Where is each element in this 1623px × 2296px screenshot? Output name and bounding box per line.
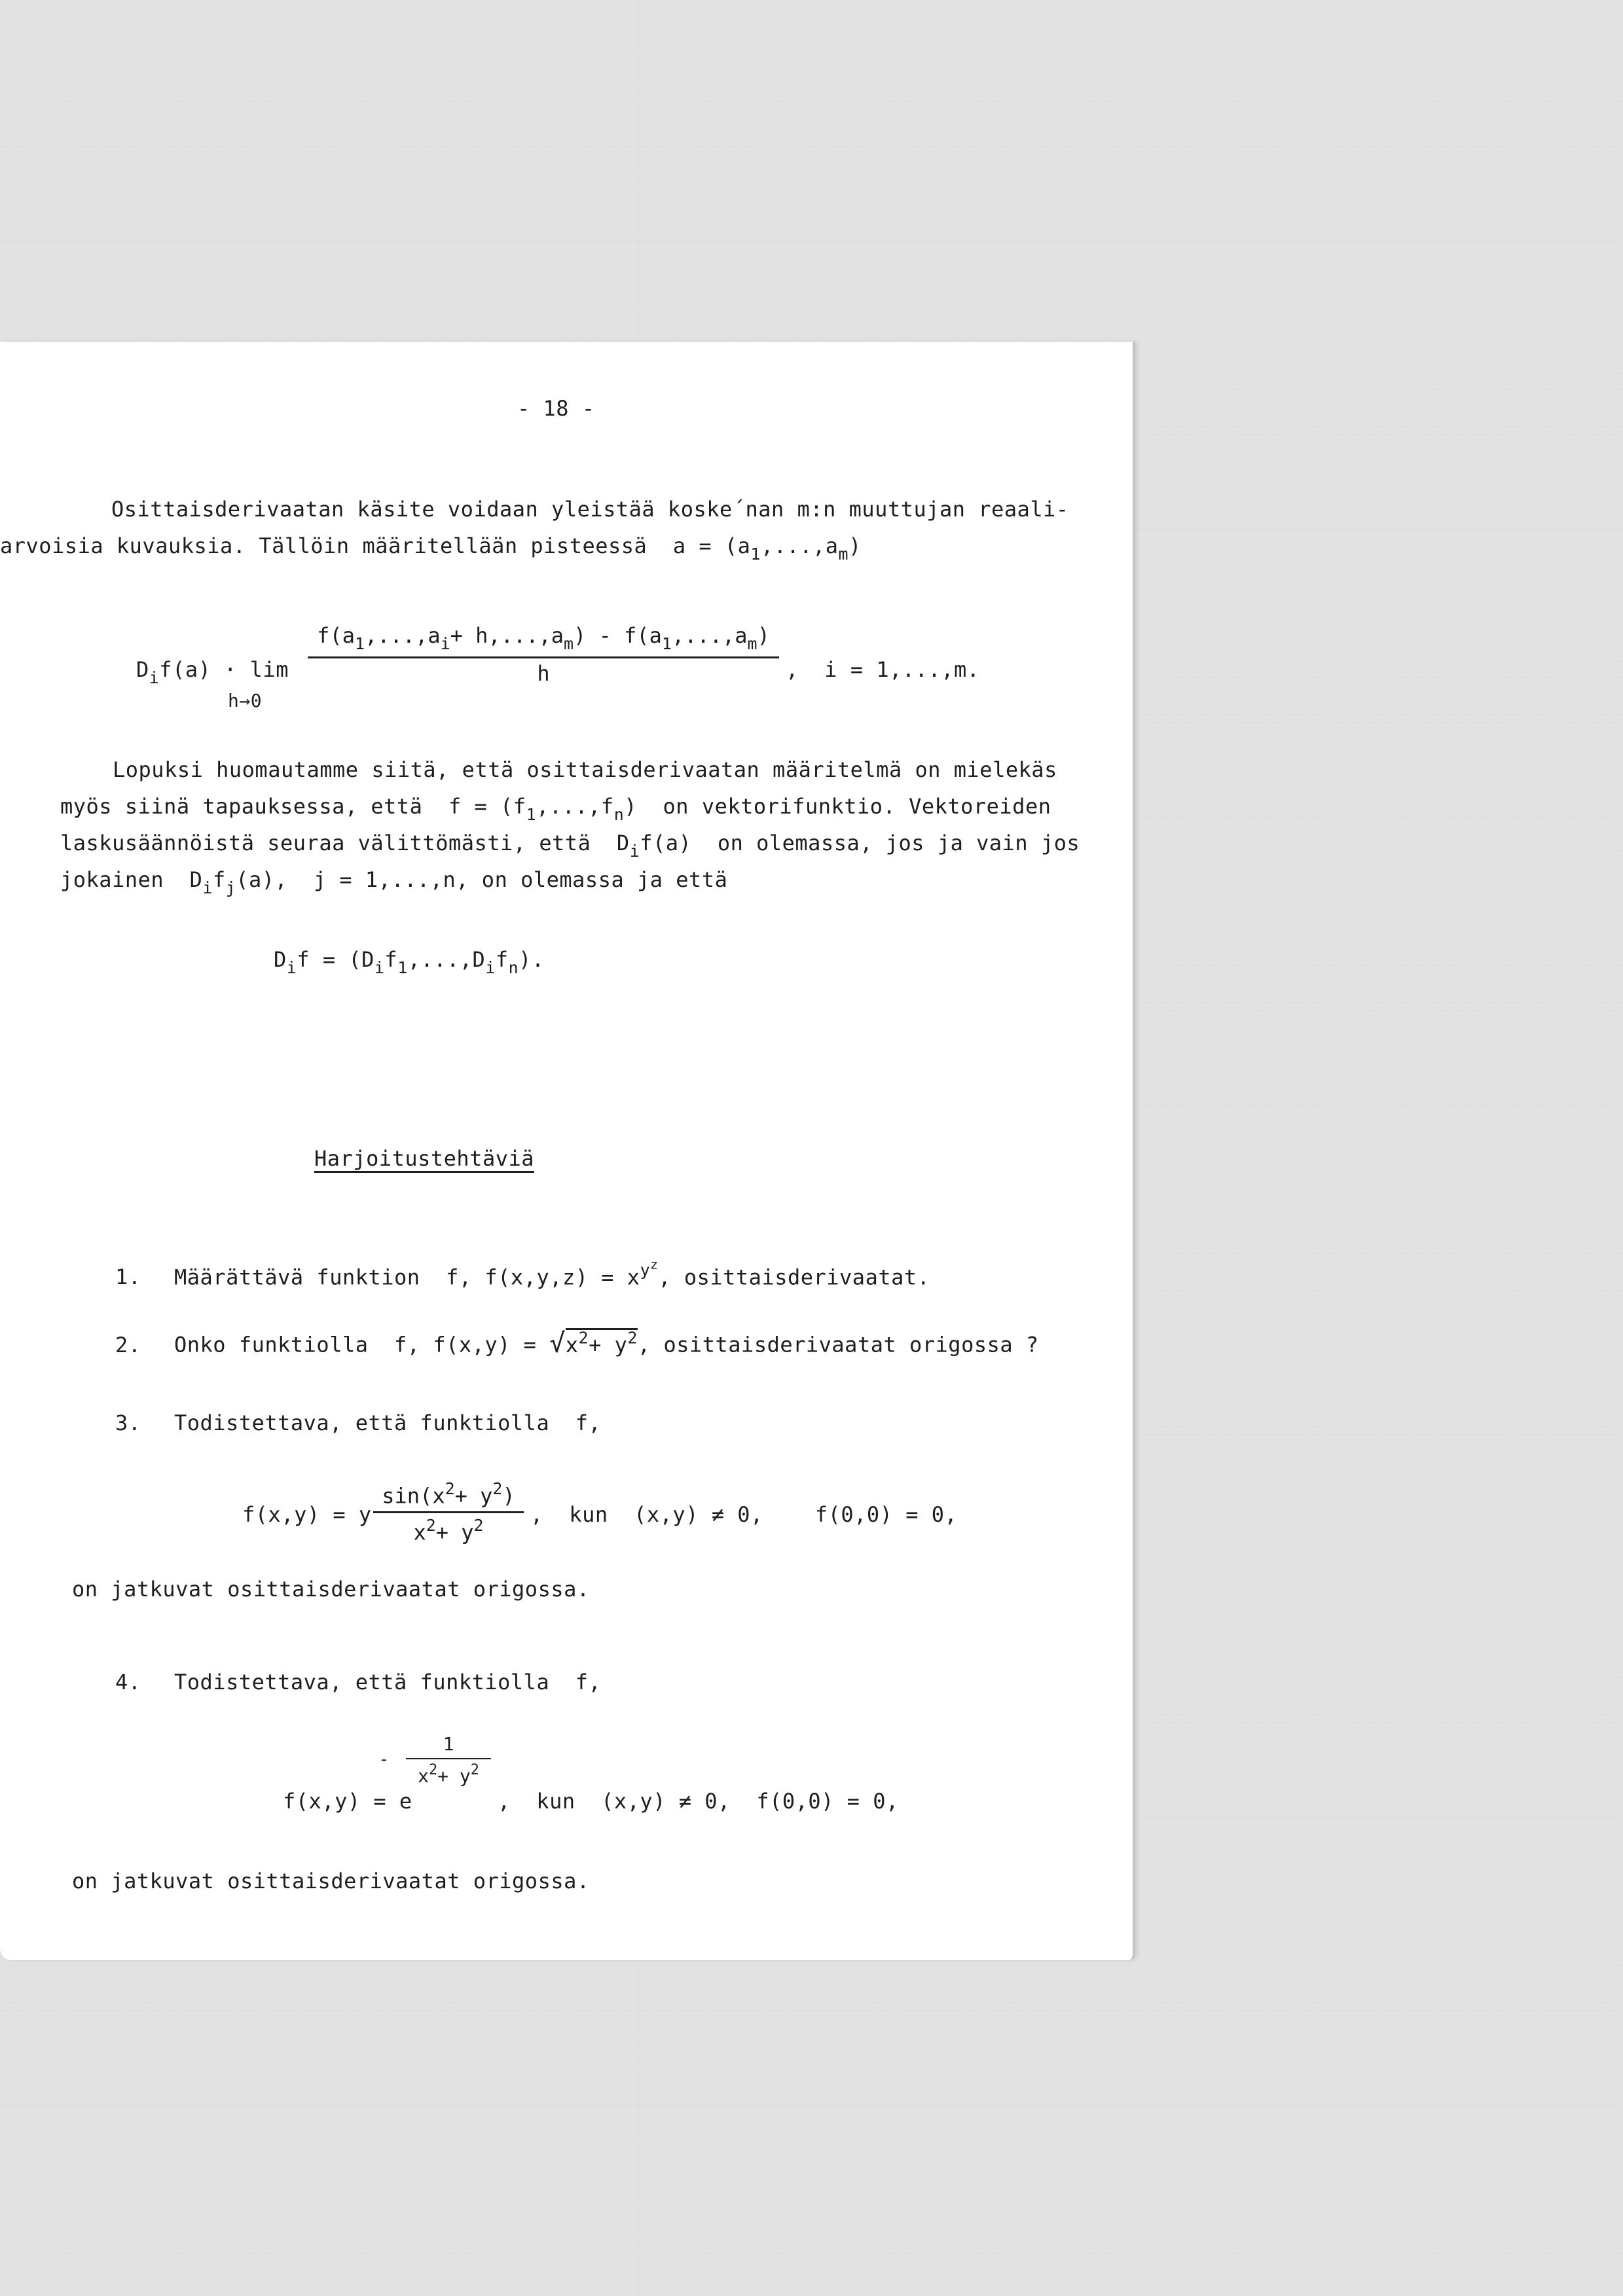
subscript: i — [374, 958, 385, 977]
subscript: 1 — [526, 804, 537, 824]
text-fragment: ) — [757, 623, 770, 648]
text-fragment: ) - f(a — [574, 623, 662, 648]
subscript: 1 — [750, 544, 761, 564]
paragraph2-line-1: Lopuksi huomautamme siitä, että osittaisderivaatan määritelmä on mielekäs — [113, 757, 1057, 782]
square-root-sign: √ — [549, 1328, 566, 1359]
definition-condition: , i = 1,...,m. — [786, 657, 980, 682]
text-fragment: f — [384, 947, 398, 972]
text-fragment: x — [565, 1332, 579, 1357]
exponent-denominator — [418, 1762, 479, 1787]
quotient-numerator — [317, 623, 770, 654]
limit-subscript: h→0 — [228, 690, 263, 711]
fraction-bar — [308, 656, 779, 658]
difference-quotient — [308, 623, 779, 686]
subscript: m — [747, 634, 757, 653]
text-fragment: ,...,a — [365, 623, 441, 648]
exercise-4-tail: , kun (x,y) ≠ 0, f(0,0) = 0, — [498, 1789, 899, 1814]
exercise-number: 3. — [115, 1410, 141, 1435]
subscript: m — [564, 634, 574, 653]
text-fragment: laskusäännöistä seuraa välittömästi, että D — [60, 831, 630, 855]
text-fragment: arvoisia kuvauksia. Tällöin määritellään pisteessä a = (a — [0, 533, 751, 558]
subscript: 1 — [397, 958, 408, 977]
superscript: 2 — [627, 1328, 638, 1347]
text-fragment: ,...,D — [407, 947, 486, 972]
text-fragment: (a), j = 1,...,n, on olemassa ja että — [236, 867, 728, 892]
text-fragment: f — [212, 867, 226, 892]
exponent-minus-sign: - — [378, 1748, 390, 1770]
superscript: 2 — [492, 1479, 503, 1498]
intro-line-2 — [0, 535, 862, 563]
page-number: - 18 - — [517, 396, 595, 421]
intro-line-1: Osittaisderivaatan käsite voidaan yleistää koske´nan m:n muuttujan reaali- — [111, 497, 1069, 522]
subscript: n — [613, 804, 625, 824]
exercise-4-conclusion: on jatkuvat osittaisderivaatat origossa. — [72, 1869, 590, 1893]
nested-exponent: z — [650, 1257, 659, 1272]
subscript: j — [225, 878, 236, 897]
text-fragment: f(a) on olemassa, jos ja vain jos — [640, 831, 1080, 855]
text-fragment: x — [413, 1520, 426, 1545]
exercise-2 — [115, 1330, 1039, 1357]
text-fragment: ,...,f — [536, 794, 614, 819]
fraction-numerator — [382, 1479, 515, 1509]
subscript: m — [838, 544, 849, 564]
superscript: 2 — [470, 1761, 479, 1778]
text-fragment: ) — [502, 1483, 515, 1509]
exercise-3 — [115, 1412, 601, 1433]
exponent-numerator: 1 — [443, 1733, 454, 1755]
text-fragment: , osittaisderivaatat origossa ? — [637, 1332, 1039, 1357]
exercise-3-lhs: f(x,y) = y — [242, 1502, 372, 1527]
text-fragment: f(a) · lim — [159, 657, 289, 682]
exponent — [640, 1257, 659, 1280]
text-fragment: ) — [848, 533, 862, 558]
subscript: i — [202, 878, 213, 897]
text-fragment: + y — [437, 1765, 471, 1787]
exercise-1 — [115, 1257, 930, 1290]
text-fragment: f — [495, 947, 509, 972]
text-fragment: + h,...,a — [450, 623, 564, 648]
subscript: n — [508, 958, 519, 977]
text-fragment: D — [274, 947, 287, 972]
text-fragment: ). — [519, 947, 545, 972]
exercise-4-lhs: f(x,y) = e — [283, 1789, 412, 1814]
exercise-4-exponent-fraction — [406, 1733, 491, 1787]
quotient-denominator: h — [537, 660, 550, 686]
paragraph2-line-4 — [60, 869, 727, 897]
text-fragment: jokainen D — [60, 867, 203, 892]
superscript: 2 — [578, 1328, 589, 1347]
subscript: 1 — [354, 634, 365, 653]
exercise-4 — [115, 1672, 601, 1693]
text-fragment: Todistettava, että funktiolla f, — [174, 1670, 602, 1695]
text-fragment: ,...,a — [760, 533, 839, 558]
exercises-heading: Harjoitustehtäviä — [314, 1146, 535, 1171]
superscript: 2 — [445, 1479, 455, 1498]
subscript: i — [286, 958, 297, 977]
text-fragment: sin(x — [382, 1483, 445, 1509]
fraction-denominator — [413, 1516, 483, 1545]
text-fragment: x — [418, 1765, 429, 1787]
paragraph2-line-3 — [60, 833, 1080, 860]
exercise-number: 1. — [115, 1265, 141, 1290]
text-fragment: Todistettava, että funktiolla f, — [174, 1410, 602, 1435]
square-root-content — [566, 1328, 638, 1357]
text-fragment: myös siinä tapauksessa, että f = (f — [60, 794, 526, 819]
text-fragment: + y — [435, 1520, 474, 1545]
exercise-3-conclusion: on jatkuvat osittaisderivaatat origossa. — [72, 1577, 590, 1602]
text-fragment: Määrättävä funktion f, f(x,y,z) = x — [174, 1265, 640, 1290]
exercise-number: 2. — [115, 1332, 141, 1357]
exercise-3-fraction — [373, 1479, 524, 1545]
gradient-component-equation — [274, 949, 545, 977]
exercise-number: 4. — [115, 1670, 141, 1695]
subscript: i — [629, 841, 640, 861]
subscript: i — [440, 634, 450, 653]
text-fragment: f = (D — [297, 947, 374, 972]
exercise-3-tail: , kun (x,y) ≠ 0, f(0,0) = 0, — [530, 1502, 958, 1527]
subscript: i — [485, 958, 496, 977]
text-fragment: + y — [589, 1332, 628, 1357]
definition-lhs — [136, 659, 289, 687]
text-fragment: , osittaisderivaatat. — [658, 1265, 930, 1290]
text-fragment: ,...,a — [671, 623, 748, 648]
superscript: 2 — [428, 1761, 438, 1778]
subscript: 1 — [661, 634, 672, 653]
text-fragment: D — [136, 657, 149, 682]
text-fragment: ) on vektorifunktio. Vektoreiden — [624, 794, 1051, 819]
text-fragment: f(a — [317, 623, 355, 648]
subscript: i — [149, 668, 160, 687]
exponent-base: y — [640, 1260, 651, 1280]
paragraph2-line-2 — [60, 796, 1051, 823]
superscript: 2 — [426, 1516, 436, 1535]
fraction-bar — [373, 1511, 524, 1513]
text-fragment: Onko funktiolla f, f(x,y) = — [174, 1332, 550, 1357]
document-page — [0, 342, 1135, 1960]
superscript: 2 — [473, 1516, 484, 1535]
fraction-bar — [406, 1758, 491, 1759]
text-fragment: + y — [454, 1483, 493, 1509]
